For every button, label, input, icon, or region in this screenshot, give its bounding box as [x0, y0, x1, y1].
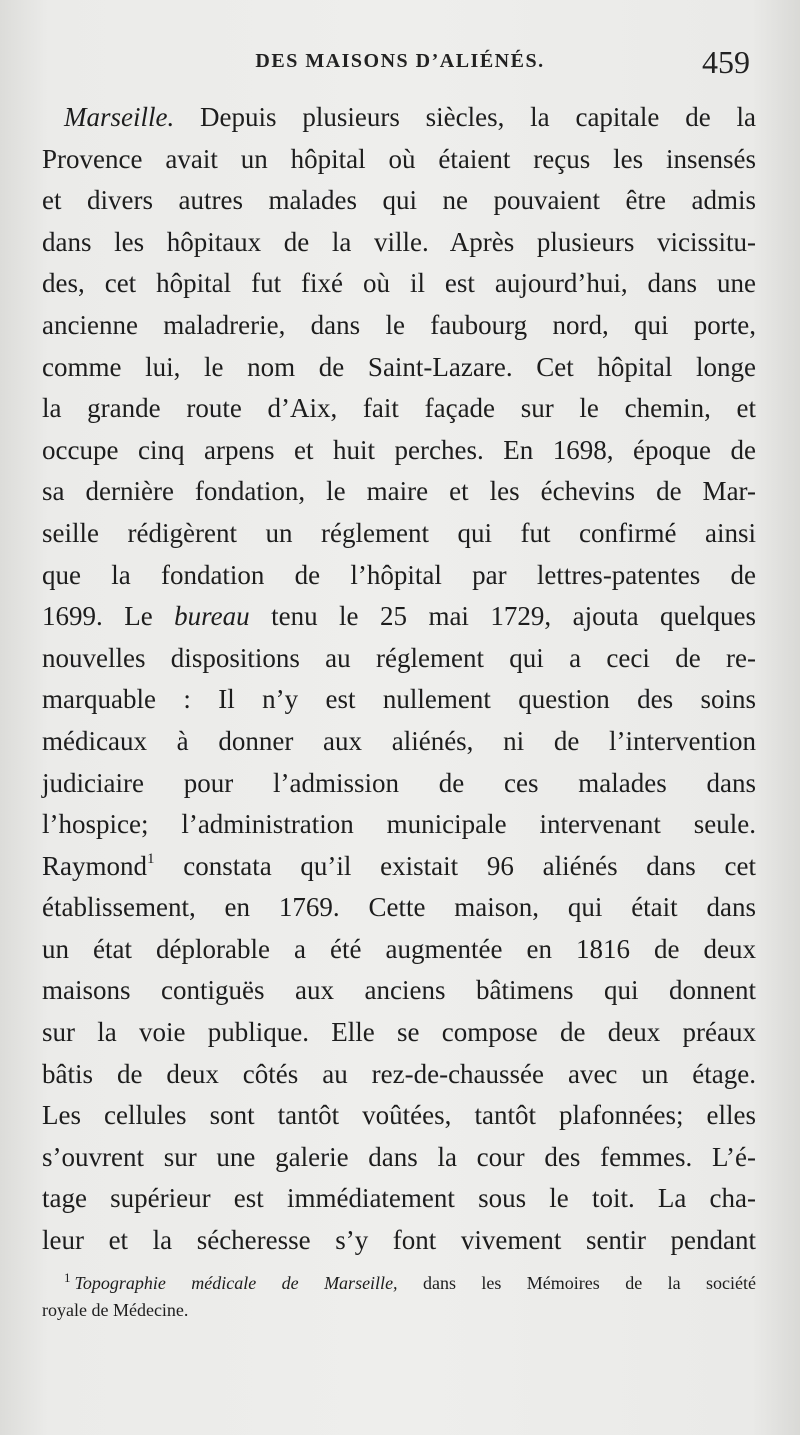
text-span: constata qu’il existait 96 aliénés dans cet	[154, 850, 756, 881]
text-span: 1699. Le	[42, 601, 175, 632]
text-line: ancienne maladrerie, dans le faubourg nord, qui porte,	[42, 309, 756, 340]
text-line: leur et la sécheresse s’y font vivement sentir pendant	[42, 1225, 756, 1256]
italic-term: bureau	[174, 601, 250, 632]
running-head: DES MAISONS D’ALIÉNÉS.	[255, 50, 545, 72]
footnote-line	[42, 1262, 756, 1294]
text-line: médicaux à donner aux aliénés, ni de l’intervention	[42, 725, 756, 756]
text-line: s’ouvrent sur une galerie dans la cour des femmes. L’é-	[42, 1141, 756, 1172]
text-line: des, cet hôpital fut fixé où il est aujourd’hui, dans une	[42, 268, 756, 299]
text-span: tenu le 25 mai 1729, ajouta quelques	[249, 601, 756, 632]
text-line: judiciaire pour l’admission de ces malades dans	[42, 767, 756, 798]
text-line: l’hospice; l’administration municipale intervenant seule.	[42, 809, 756, 840]
footnote-title: Topographie médicale de Marseille,	[74, 1273, 398, 1293]
text-line	[42, 596, 756, 638]
footnote-reference[interactable]: 1	[147, 850, 155, 867]
text-line	[42, 846, 756, 888]
text-line: marquable : Il n’y est nullement question des soins	[42, 684, 756, 715]
text-line	[42, 97, 756, 139]
text-line: nouvelles dispositions au réglement qui a ceci de re-	[42, 642, 756, 673]
text-line: que la fondation de l’hôpital par lettres-patentes de	[42, 559, 756, 590]
text-line: sa dernière fondation, le maire et les échevins de Mar-	[42, 476, 756, 507]
text-line: tage supérieur est immédiatement sous le toit. La cha-	[42, 1183, 756, 1214]
text-line: occupe cinq arpens et huit perches. En 1698, époque de	[42, 434, 756, 465]
text-line: dans les hôpitaux de la ville. Après plusieurs vicissitu-	[42, 226, 756, 257]
footnote-text: dans les Mémoires de la société	[397, 1273, 757, 1293]
text-line: seille rédigèrent un réglement qui fut confirmé ainsi	[42, 517, 756, 548]
place-name: Marseille.	[64, 102, 175, 132]
text-span: Raymond	[42, 850, 147, 881]
text-line: Provence avait un hôpital où étaient reçus les insensés	[42, 143, 756, 174]
text-span: Depuis plusieurs siècles, la capitale de la	[174, 102, 756, 132]
text-line: maisons contiguës aux anciens bâtimens qui donnent	[42, 975, 756, 1006]
page-header	[40, 44, 760, 84]
text-line: bâtis de deux côtés au rez-de-chaussée avec un étage.	[42, 1058, 756, 1089]
text-line: comme lui, le nom de Saint-Lazare. Cet hôpital longe	[42, 351, 756, 382]
text-line: un état déplorable a été augmentée en 1816 de deux	[42, 933, 756, 964]
footnote	[42, 1262, 756, 1326]
text-line: et divers autres malades qui ne pouvaient être admis	[42, 185, 756, 216]
text-line: établissement, en 1769. Cette maison, qui était dans	[42, 892, 756, 923]
footnote-number: 1	[64, 1270, 71, 1285]
footnote-line: royale de Médecine.	[42, 1300, 189, 1320]
text-line: la grande route d’Aix, fait façade sur le chemin, et	[42, 393, 756, 424]
text-line: Les cellules sont tantôt voûtées, tantôt plafonnées; elles	[42, 1100, 756, 1131]
text-line: sur la voie publique. Elle se compose de deux préaux	[42, 1017, 756, 1048]
body-text	[42, 97, 756, 1262]
page-number: 459	[702, 44, 750, 80]
